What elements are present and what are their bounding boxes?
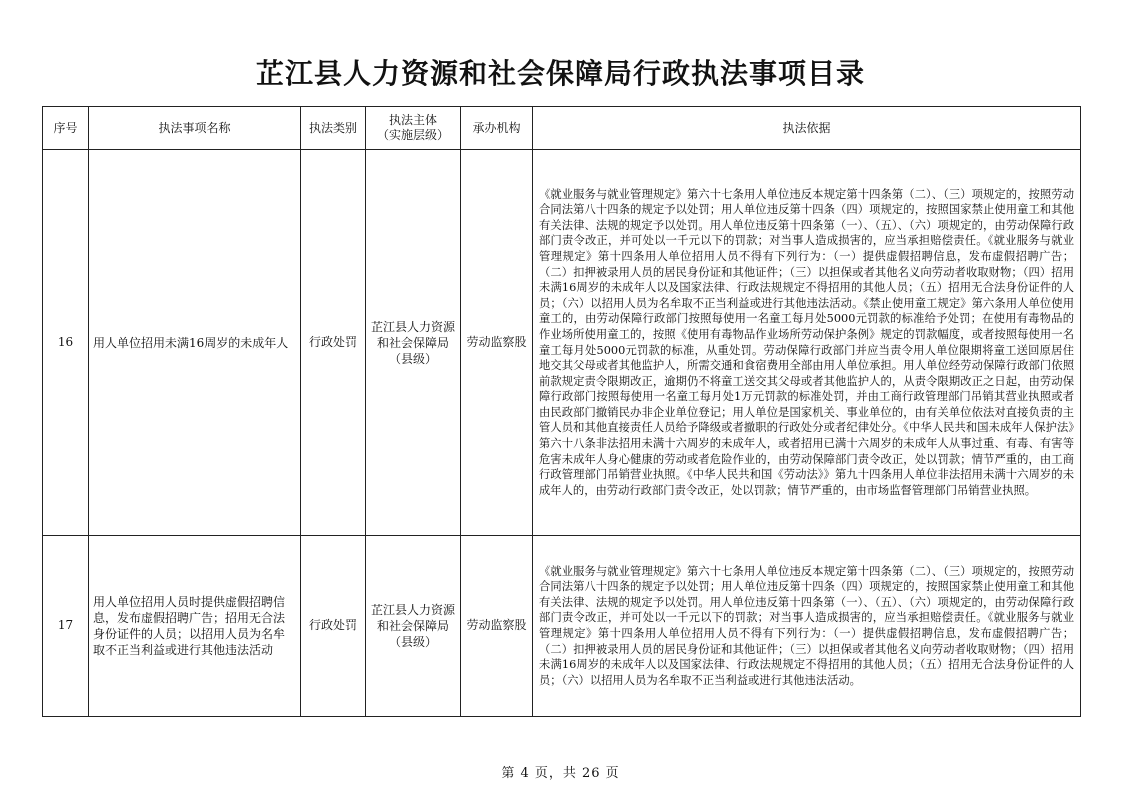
col-header-org: 承办机构 xyxy=(461,107,533,150)
cell-no: 16 xyxy=(43,150,89,536)
page-title: 芷江县人力资源和社会保障局行政执法事项目录 xyxy=(255,57,865,90)
cell-subject: 芷江县人力资源和社会保障局（县级） xyxy=(366,150,461,536)
col-header-no: 序号 xyxy=(43,107,89,150)
cell-name: 用人单位招用人员时提供虚假招聘信息，发布虚假招聘广告；招用无合法身份证件的人员；以招用人员为名牟取不正当利益或进行其他违法活动 xyxy=(89,536,301,717)
cell-type: 行政处罚 xyxy=(301,536,366,717)
cell-basis: 《就业服务与就业管理规定》第六十七条用人单位违反本规定第十四条第（二）、（三）项规定的，按照劳动合同法第八十四条的规定予以处罚；用人单位违反第十四条（四）项规定的，按照国家禁止使用童工和其他有关法律、法规的规定予以处罚。用人单位违反第十四条第（一）、（五）、（六）项规定的，由劳动保障行政部门责令改正，并可处以一千元以下的罚款；对当事人造成损害的，应当承担赔偿责任。《就业服务与就业管理规定》第十四条用人单位招用人员不得有下列行为：（一）提供虚假招聘信息，发布虚假招聘广告；（二）扣押被录用人员的居民身份证和其他证件；（三）以担保或者其他名义向劳动者收取财物；（四）招用未满16周岁的未成年人以及国家法律、行政法规规定不得招用的其他人员；（五）招用无合法身份证件的人员；（六）以招用人员为名牟取不正当利益或进行其他违法活动。 xyxy=(533,536,1081,717)
enforcement-table xyxy=(42,106,1081,717)
cell-basis: 《就业服务与就业管理规定》第六十七条用人单位违反本规定第十四条第（二）、（三）项规定的，按照劳动合同法第八十四条的规定予以处罚；用人单位违反第十四条（四）项规定的，按照国家禁止使用童工和其他有关法律、法规的规定予以处罚。用人单位违反第十四条第（一）、（五）、（六）项规定的，由劳动保障行政部门责令改正，并可处以一千元以下的罚款；对当事人造成损害的，应当承担赔偿责任。《就业服务与就业管理规定》第十四条用人单位招用人员不得有下列行为：（一）提供虚假招聘信息，发布虚假招聘广告；（二）扣押被录用人员的居民身份证和其他证件；（三）以担保或者其他名义向劳动者收取财物；（四）招用未满16周岁的未成年人以及国家法律、行政法规规定不得招用的其他人员；（五）招用无合法身份证件的人员；（六）以招用人员为名牟取不正当利益或进行其他违法活动。《禁止使用童工规定》第六条用人单位使用童工的，由劳动保障行政部门按照每使用一名童工每月处5000元罚款的标准给予处罚；在使用有毒物品的作业场所使用童工的，按照《使用有毒物品作业场所劳动保护条例》规定的罚款幅度，或者按照每使用一名童工每月处5000元罚款的标准，从重处罚。劳动保障行政部门并应当责令用人单位限期将童工送回原居住地交其父母或者其他监护人，所需交通和食宿费用全部由用人单位承担。用人单位经劳动保障行政部门依照前款规定责令限期改正，逾期仍不将童工送交其父母或者其他监护人的，从责令限期改正之日起，由劳动保障行政部门按照每使用一名童工每月处1万元罚款的标准处罚，并由工商行政管理部门吊销其营业执照或者由民政部门撤销民办非企业单位登记；用人单位是国家机关、事业单位的，由有关单位依法对直接负责的主管人员和其他直接责任人员给予降级或者撤职的行政处分或者纪律处分。《中华人民共和国未成年人保护法》第六十八条非法招用未满十六周岁的未成年人，或者招用已满十六周岁的未成年人从事过重、有毒、有害等危害未成年人身心健康的劳动或者危险作业的，由劳动保障部门责令改正，处以罚款；情节严重的，由工商行政管理部门吊销营业执照。《中华人民共和国《劳动法》》第九十四条用人单位非法招用未满十六周岁的未成年人的，由劳动行政部门责令改正，处以罚款；情节严重的，由市场监督管理部门吊销营业执照。 xyxy=(533,150,1081,536)
cell-type: 行政处罚 xyxy=(301,150,366,536)
cell-no: 17 xyxy=(43,536,89,717)
table-row xyxy=(43,536,1081,717)
cell-subject: 芷江县人力资源和社会保障局（县级） xyxy=(366,536,461,717)
col-header-subject xyxy=(366,107,461,150)
cell-org: 劳动监察股 xyxy=(461,150,533,536)
col-header-type: 执法类别 xyxy=(301,107,366,150)
cell-org: 劳动监察股 xyxy=(461,536,533,717)
col-header-subject-line2: （实施层级） xyxy=(376,128,449,142)
col-header-subject-line1: 执法主体 xyxy=(388,113,437,127)
table-row xyxy=(43,150,1081,536)
cell-name: 用人单位招用未满16周岁的未成年人 xyxy=(89,150,301,536)
col-header-name: 执法事项名称 xyxy=(89,107,301,150)
page-number: 第 4 页，共 26 页 xyxy=(501,766,620,781)
table-header-row xyxy=(43,107,1081,150)
col-header-basis: 执法依据 xyxy=(533,107,1081,150)
